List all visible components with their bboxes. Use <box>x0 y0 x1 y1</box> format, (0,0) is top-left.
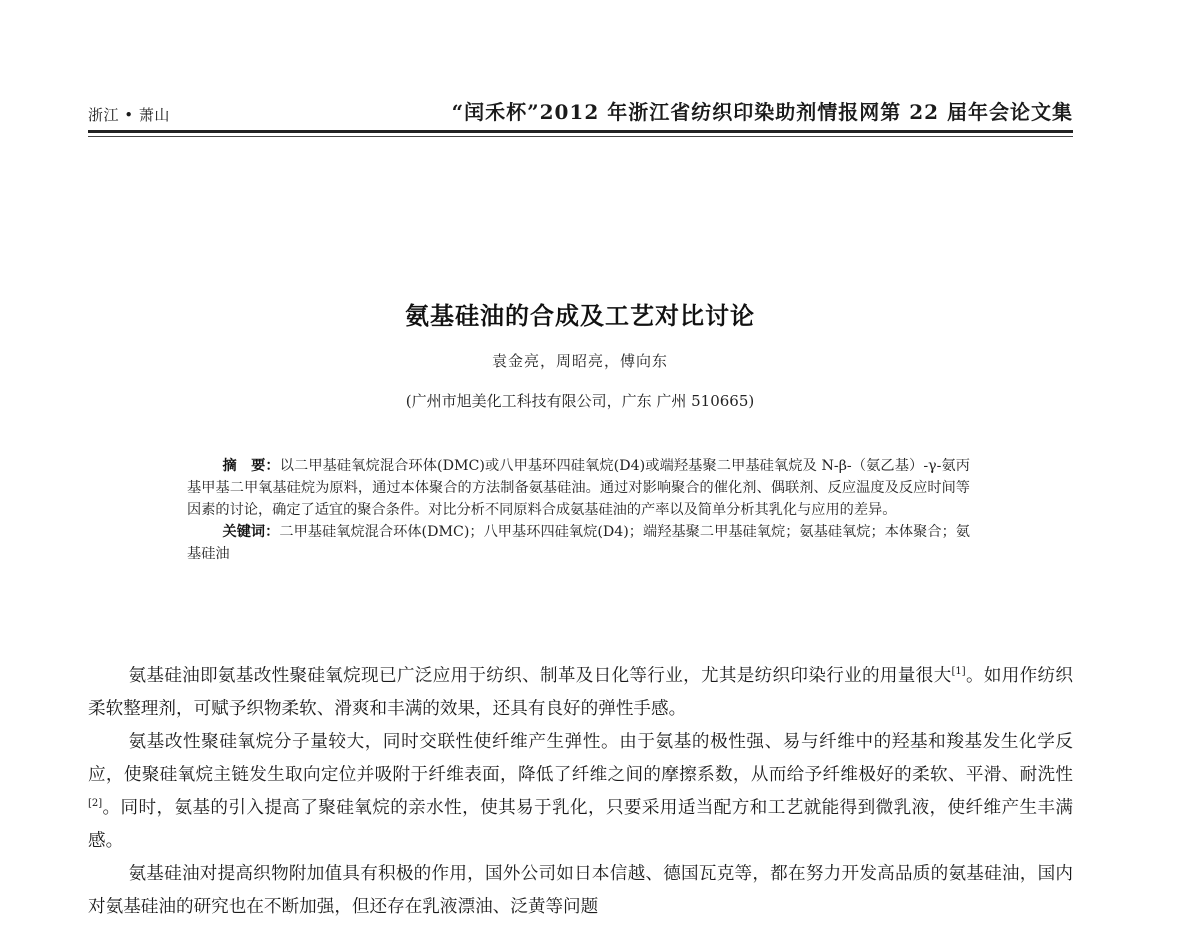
header-location: 浙江 • 萧山 <box>88 106 170 124</box>
header-rule-thin <box>88 136 1073 137</box>
keywords-label: 关键词： <box>222 524 280 540</box>
body-paragraph-1-text-b: 。如用作纺织柔软整理剂，可赋予织物柔软、滑爽和丰满的效果，还具有良好的弹性手感。 <box>88 666 1073 719</box>
abstract-block <box>187 455 970 565</box>
abstract-text: 以二甲基硅氧烷混合环体(DMC)或八甲基环四硅氧烷(D4)或端羟基聚二甲基硅氧烷及 N-β-（氨乙基）-γ-氨丙基甲基二甲氧基硅烷为原料，通过本体聚合的方法制备氨基硅油。通过对影响聚合的催化剂、偶联剂、反应温度及反应时间等因素的讨论，确定了适宜的聚合条件。对比分析不同原料合成氨基硅油的产率以及简单分析其乳化与应用的差异。 <box>187 458 970 518</box>
body-paragraph-2-text-a: 氨基改性聚硅氧烷分子量较大，同时交联性使纤维产生弹性。由于氨基的极性强、易与纤维中的羟基和羧基发生化学反应，使聚硅氧烷主链发生取向定位并吸附于纤维表面，降低了纤维之间的摩擦系数，从而给予纤维极好的柔软、平滑、耐洗性 <box>88 732 1073 785</box>
body-paragraph-2 <box>88 726 1073 858</box>
citation-ref-1: [1] <box>951 666 966 677</box>
keywords-paragraph <box>187 521 970 565</box>
paper-authors: 袁金亮，周昭亮，傅向东 <box>491 352 668 370</box>
paper-title: 氨基硅油的合成及工艺对比讨论 <box>405 302 755 330</box>
body-paragraph-1 <box>88 660 1073 726</box>
citation-ref-2: [2] <box>88 798 103 809</box>
abstract-paragraph <box>187 455 970 521</box>
body-paragraph-1-text-a: 氨基硅油即氨基改性聚硅氧烷现已广泛应用于纺织、制革及日化等行业，尤其是纺织印染行业的用量很大 <box>128 666 952 686</box>
body-paragraph-2-text-b: 。同时，氨基的引入提高了聚硅氧烷的亲水性，使其易于乳化，只要采用适当配方和工艺就能得到微乳液，使纤维产生丰满感。 <box>88 798 1073 851</box>
body-text <box>88 660 1073 924</box>
header-proceedings-title: “闰禾杯”2012 年浙江省纺织印染助剂情报网第 22 届年会论文集 <box>451 100 1073 124</box>
paper-affiliation: (广州市旭美化工科技有限公司，广东 广州 510665) <box>405 392 755 410</box>
body-paragraph-3: 氨基硅油对提高织物附加值具有积极的作用，国外公司如日本信越、德国瓦克等，都在努力开发高品质的氨基硅油，国内对氨基硅油的研究也在不断加强，但还存在乳液漂油、泛黄等问题 <box>88 864 1073 917</box>
keywords-text: 二甲基硅氧烷混合环体(DMC)；八甲基环四硅氧烷(D4)；端羟基聚二甲基硅氧烷；氨基硅氧烷；本体聚合；氨基硅油 <box>187 524 970 562</box>
running-header <box>88 96 1073 128</box>
header-rule-thick <box>88 130 1073 133</box>
abstract-label: 摘 要： <box>222 458 280 474</box>
